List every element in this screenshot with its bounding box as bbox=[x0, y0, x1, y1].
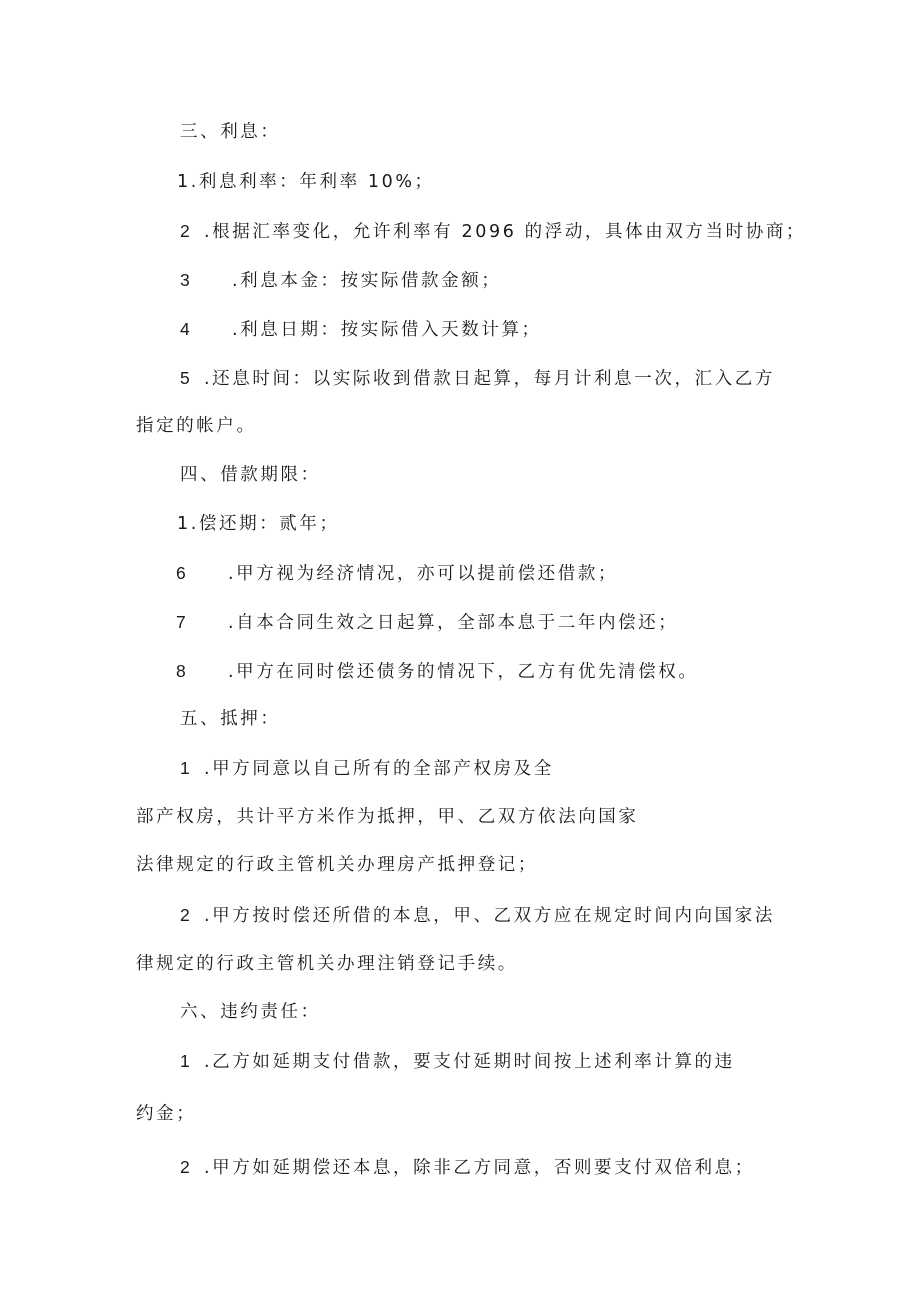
mortgage-continuation-1 bbox=[136, 805, 639, 829]
item-number: 6 bbox=[176, 563, 186, 583]
line-text: .甲方在同时偿还债务的情况下，乙方有优先清偿权。 bbox=[228, 662, 699, 682]
item-number: 8 bbox=[176, 661, 186, 681]
item-number: 2 bbox=[180, 1157, 190, 1177]
repay-within-line bbox=[176, 610, 678, 635]
item-number: 1 bbox=[180, 1051, 190, 1071]
cancel-registration-line bbox=[180, 903, 775, 928]
item-number: 4 bbox=[180, 319, 190, 339]
late-payment-line bbox=[180, 1049, 735, 1074]
mortgage-agree-line bbox=[180, 756, 554, 781]
line-text: .甲方如延期偿还本息，除非乙方同意，否则要支付双倍利息； bbox=[204, 1158, 755, 1178]
line-text: .根据汇率变化，允许利率有 2096 的浮动，具体由双方当时协商； bbox=[204, 222, 807, 242]
repay-time-line bbox=[180, 366, 775, 391]
line-text: .甲方视为经济情况，亦可以提前偿还借款； bbox=[228, 564, 619, 584]
line-text: 1.利息利率：年利率 10%； bbox=[177, 172, 435, 192]
item-number: 7 bbox=[176, 612, 186, 632]
item-number: 2 bbox=[180, 221, 190, 241]
double-interest-line bbox=[180, 1155, 755, 1180]
principal-line bbox=[180, 268, 501, 293]
line-text: .自本合同生效之日起算，全部本息于二年内偿还； bbox=[228, 613, 679, 633]
line-text: .乙方如延期支付借款，要支付延期时间按上述利率计算的违 bbox=[204, 1052, 735, 1072]
mortgage-continuation-2 bbox=[136, 853, 538, 877]
line-text: 四、借款期限： bbox=[180, 465, 321, 485]
item-number: 2 bbox=[180, 905, 190, 925]
repay-time-continuation bbox=[136, 414, 257, 438]
interest-date-line bbox=[180, 317, 542, 342]
line-text: .甲方按时偿还所借的本息，甲、乙双方应在规定时间内向国家法 bbox=[204, 906, 775, 926]
line-text: .甲方同意以自己所有的全部产权房及全 bbox=[204, 759, 554, 779]
line-text: 六、违约责任： bbox=[180, 1002, 321, 1022]
line-text: 三、利息： bbox=[180, 122, 281, 142]
repayment-period-line bbox=[177, 512, 340, 536]
line-text: 律规定的行政主管机关办理注销登记手续。 bbox=[136, 954, 518, 974]
heading-mortgage bbox=[180, 707, 281, 731]
heading-interest bbox=[180, 120, 281, 144]
line-text: 1.偿还期：贰年； bbox=[177, 514, 340, 534]
exchange-rate-line bbox=[180, 219, 806, 244]
interest-rate-line bbox=[177, 170, 435, 194]
line-text: 五、抵押： bbox=[180, 709, 281, 729]
line-text: 法律规定的行政主管机关办理房产抵押登记； bbox=[136, 855, 538, 875]
late-payment-continuation bbox=[136, 1102, 196, 1126]
line-text: .还息时间：以实际收到借款日起算，每月计利息一次，汇入乙方 bbox=[204, 369, 775, 389]
item-number: 1 bbox=[180, 758, 190, 778]
early-repay-line bbox=[176, 561, 618, 586]
line-text: 指定的帐户。 bbox=[136, 416, 257, 436]
cancel-registration-continuation bbox=[136, 952, 518, 976]
priority-line bbox=[176, 659, 698, 684]
line-text: 约金； bbox=[136, 1104, 197, 1124]
item-number: 3 bbox=[180, 270, 190, 290]
heading-loan-term bbox=[180, 463, 321, 487]
line-text: .利息本金：按实际借款金额； bbox=[232, 271, 502, 291]
line-text: 部产权房，共计平方米作为抵押，甲、乙双方依法向国家 bbox=[136, 807, 639, 827]
heading-breach bbox=[180, 1000, 321, 1024]
item-number: 5 bbox=[180, 368, 190, 388]
line-text: .利息日期：按实际借入天数计算； bbox=[232, 320, 542, 340]
